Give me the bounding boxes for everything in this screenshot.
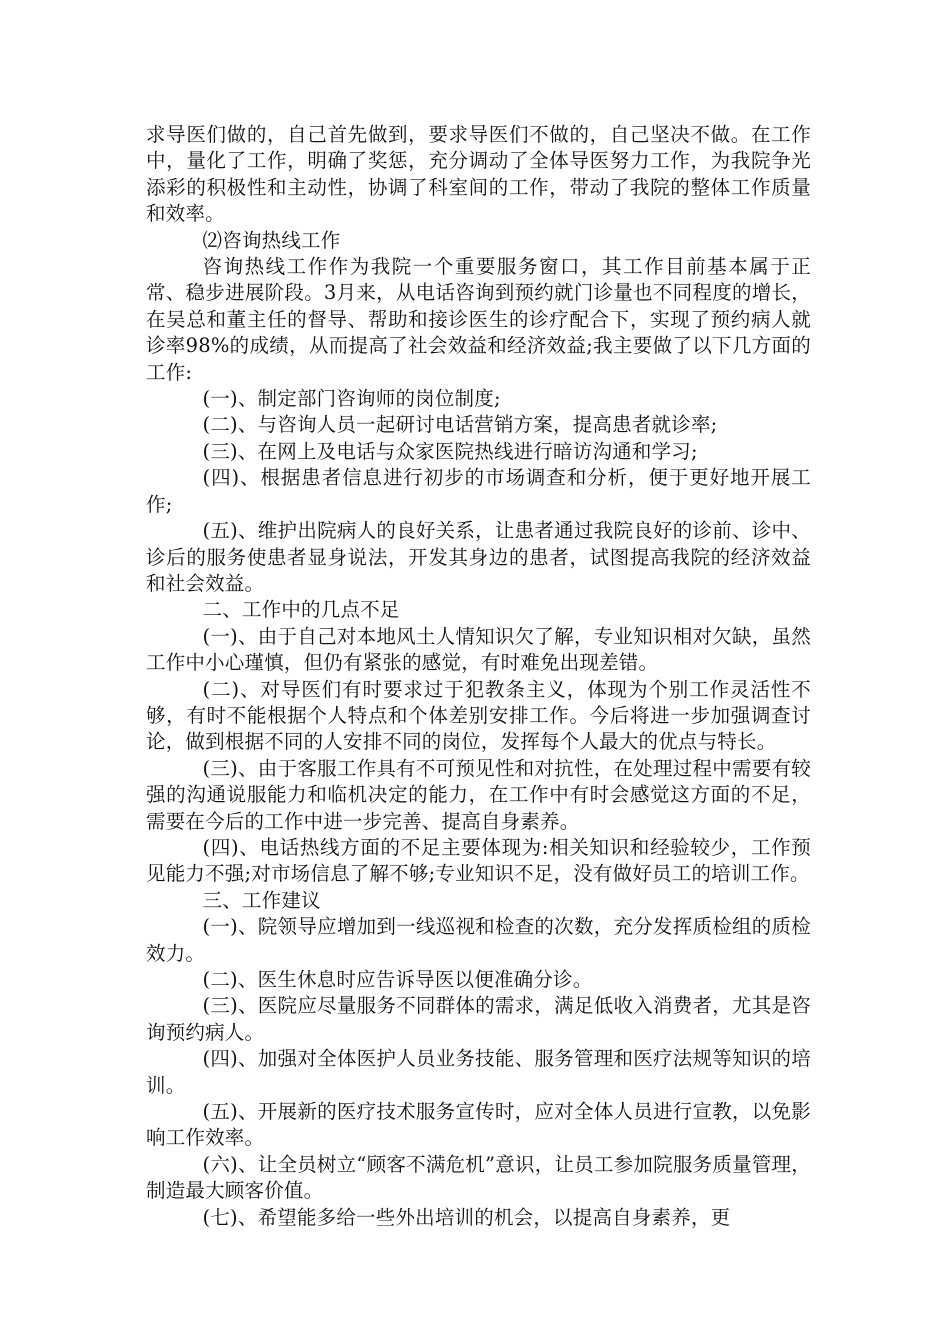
list-item: (二)、与咨询人员一起研讨电话营销方案，提高患者就诊率; <box>202 413 718 437</box>
list-item: (六)、让全员树立“顾客不满危机”意识，让员工参加院服务质量管理，制造最大顾客价值。 <box>146 1152 811 1203</box>
list-item: (四)、电话热线方面的不足主要体现为:相关知识和经验较少，工作预见能力不强;对市场信息了解不够;专业知识不足，没有做好员工的培训工作。 <box>146 835 811 886</box>
list-item: (一)、由于自己对本地风土人情知识欠了解，专业知识相对欠缺，虽然工作中小心瑾慎，但仍有紧张的感觉，有时难免出现差错。 <box>146 624 811 675</box>
list-item: (四)、根据患者信息进行初步的市场调查和分析，便于更好地开展工作; <box>146 466 811 516</box>
section-heading: 三、工作建议 <box>202 888 321 912</box>
document-page <box>146 122 811 1231</box>
list-item: (五)、维护出院病人的良好关系，让患者通过我院良好的诊前、诊中、诊后的服务使患者显身说法，开发其身边的患者，试图提高我院的经济效益和社会效益。 <box>146 519 811 595</box>
paragraph: 咨询热线工作作为我院一个重要服务窗口，其工作目前基本属于正常、稳步进展阶段。3月来，从电话咨询到预约就门诊量也不同程度的增长，在吴总和董主任的督导、帮助和接诊医生的诊疗配合下，实现了预约病人就诊率98%的成绩，从而提高了社会效益和经济效益;我主要做了以下几方面的工作: <box>146 255 811 384</box>
list-item: (五)、开展新的医疗技术服务宣传时，应对全体人员进行宣教，以免影响工作效率。 <box>146 1100 811 1150</box>
list-item: (二)、对导医们有时要求过于犯教条主义，体现为个别工作灵活性不够，有时不能根据个人特点和个体差别安排工作。今后将进一步加强调查讨论，做到根据不同的人安排不同的岗位，发挥每个人最大的优点与特长。 <box>146 677 811 754</box>
section-heading: 二、工作中的几点不足 <box>202 598 400 622</box>
list-item: (七)、希望能多给一些外出培训的机会，以提高自身素养，更 <box>202 1205 731 1229</box>
list-item: (三)、在网上及电话与众家医院热线进行暗访沟通和学习; <box>202 439 698 463</box>
list-item: (一)、院领导应增加到一线巡视和检查的次数，充分发挥质检组的质检效力。 <box>146 915 811 965</box>
list-item: (二)、医生休息时应告诉导医以便准确分诊。 <box>202 968 593 991</box>
paragraph: 求导医们做的，自己首先做到，要求导医们不做的，自己坚决不做。在工作中，量化了工作，明确了奖惩，充分调动了全体导医努力工作，为我院争光添彩的积极性和主动性，协调了科室间的工作，带动了我院的整体工作质量和效率。 <box>146 123 811 226</box>
list-item: (四)、加强对全体医护人员业务技能、服务管理和医疗法规等知识的培训。 <box>146 1047 811 1097</box>
list-item: (三)、医院应尽量服务不同群体的需求，满足低收入消费者，尤其是咨询预约病人。 <box>146 994 811 1044</box>
list-item: (三)、由于客服工作具有不可预见性和对抗性，在处理过程中需要有较强的沟通说服能力和临机决定的能力，在工作中有时会感觉这方面的不足，需要在今后的工作中进一步完善、提高自身素养。 <box>146 756 811 833</box>
list-item: (一)、制定部门咨询师的岗位制度; <box>202 387 501 411</box>
section-heading: ⑵咨询热线工作 <box>202 228 341 252</box>
